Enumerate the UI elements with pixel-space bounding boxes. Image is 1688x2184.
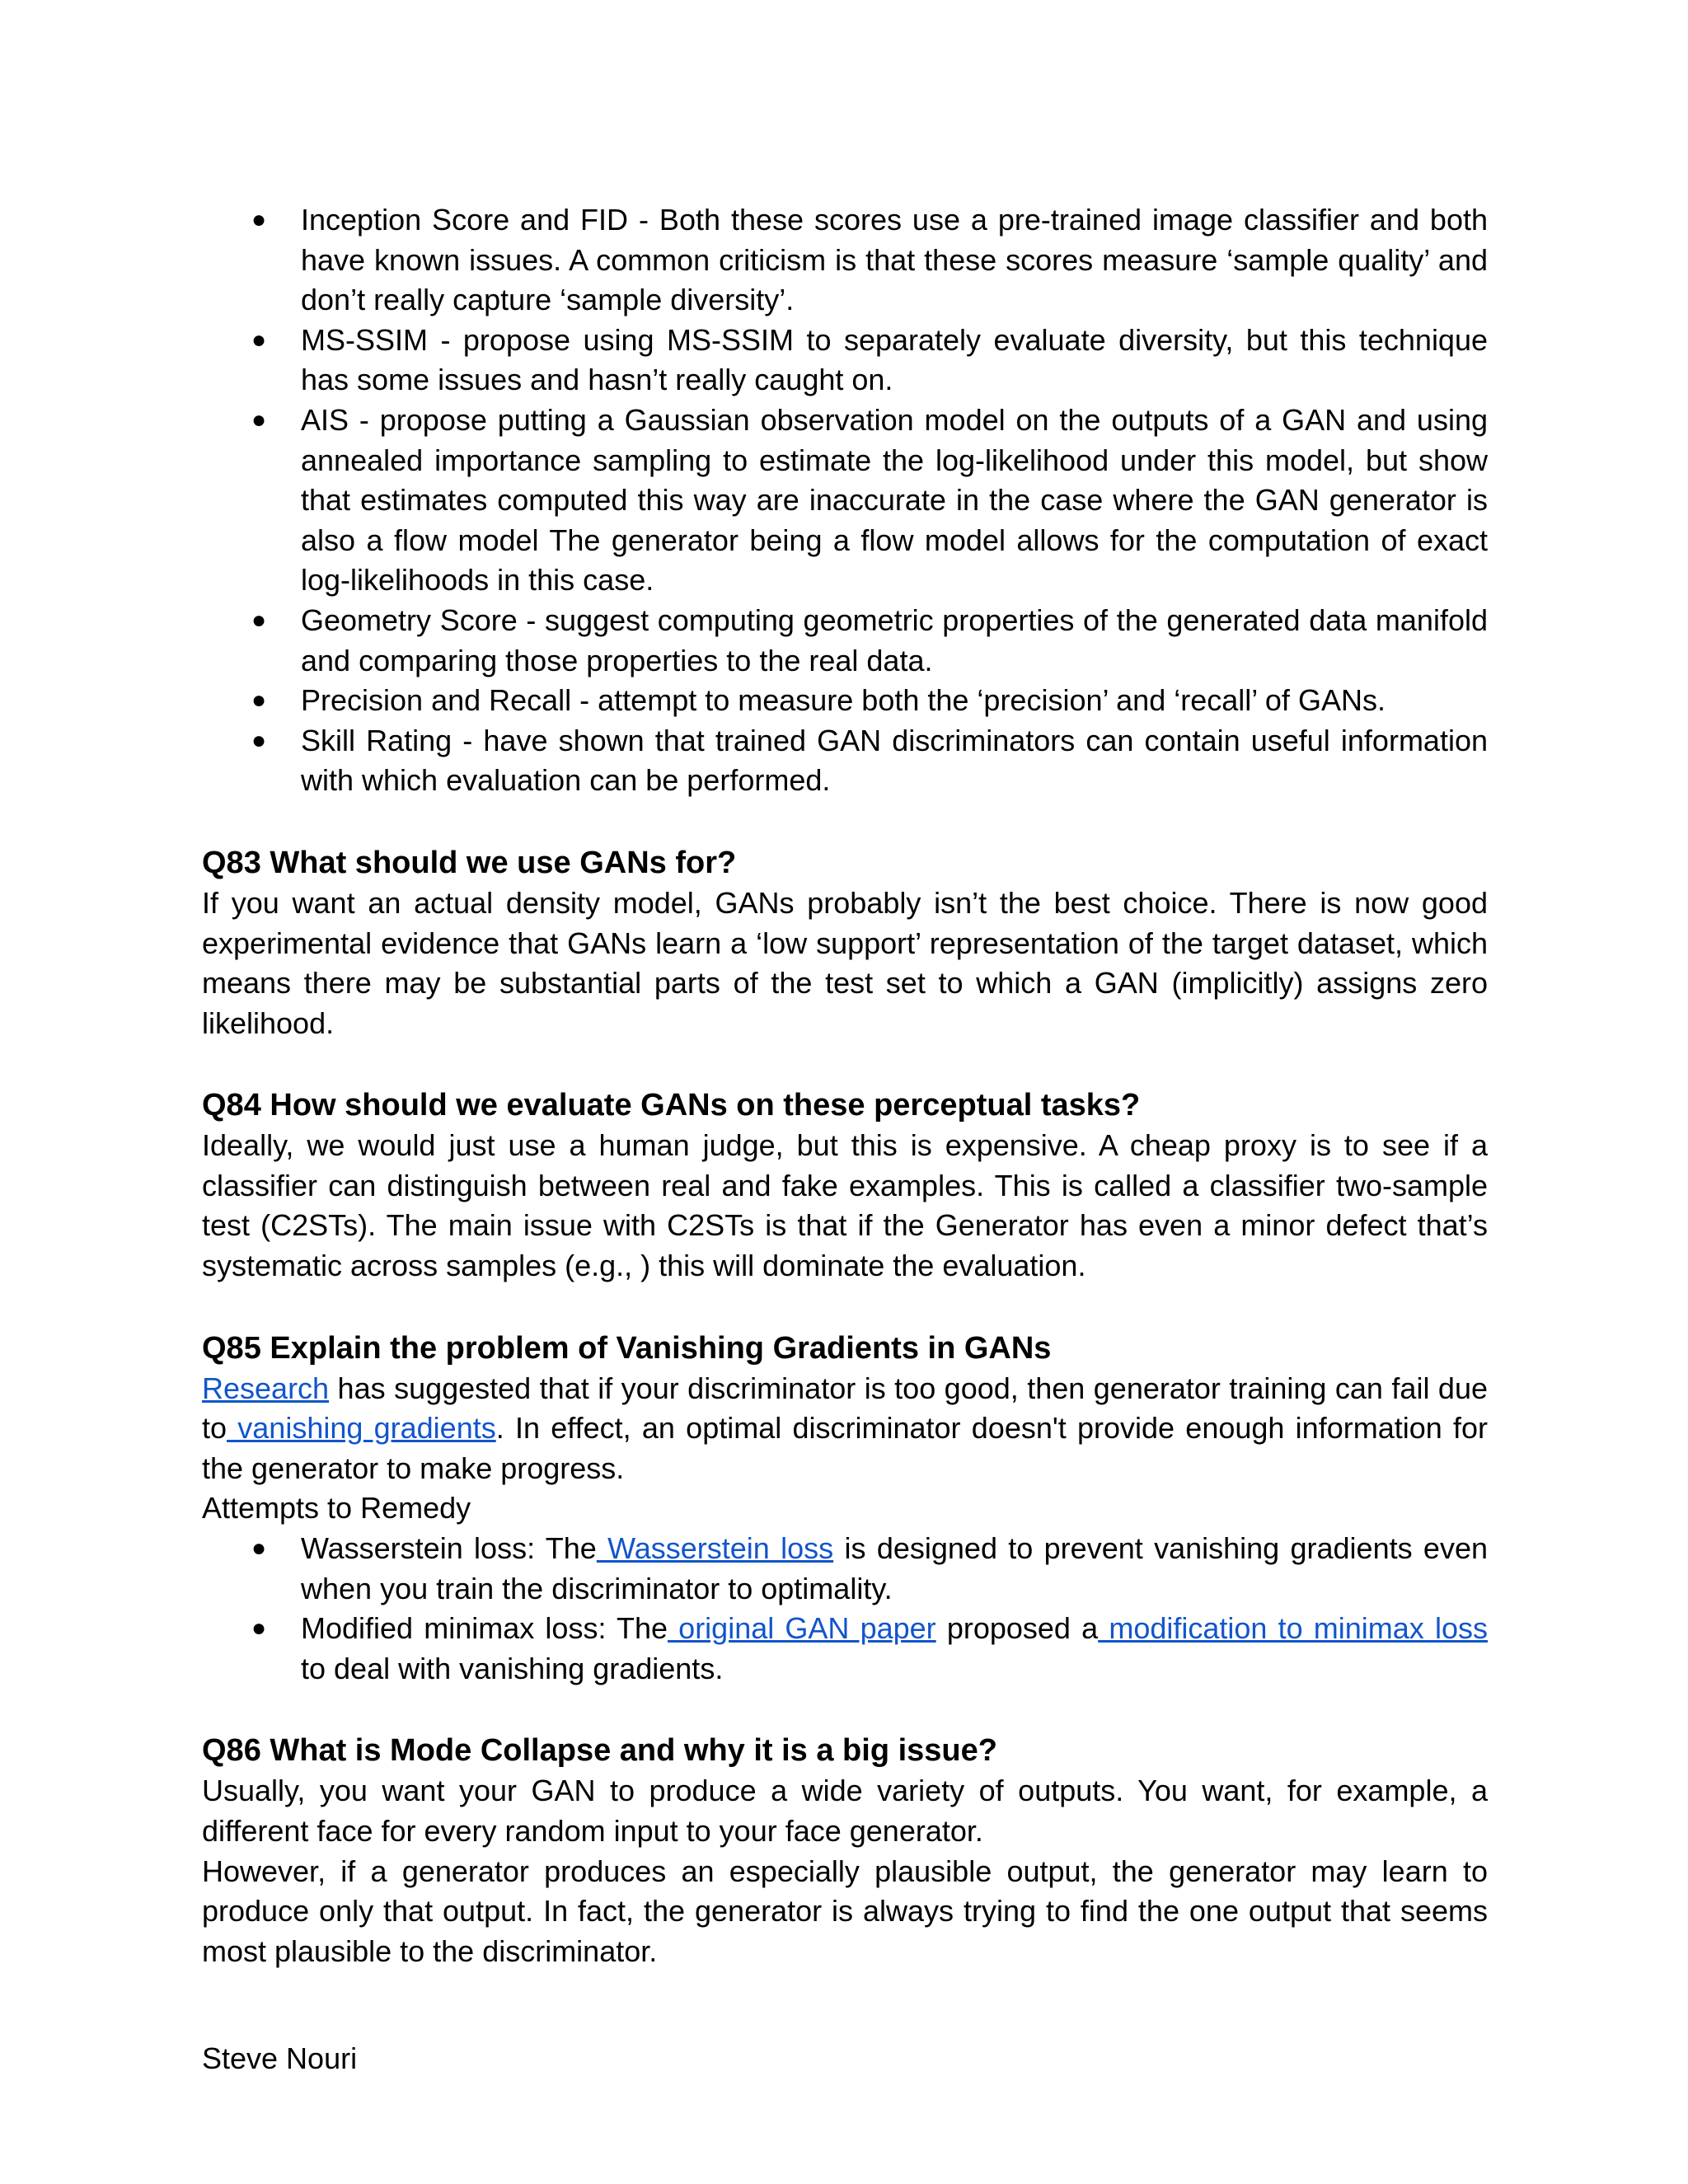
q86-paragraph-2: However, if a generator produces an especially plausible output, the generator may learn to produce only that output. In fact, the generator is always trying to find the one output that seems most plausible to the discriminator. (202, 1854, 1488, 1968)
list-item (202, 721, 1488, 801)
research-link[interactable]: Research (202, 1371, 330, 1405)
list-item (202, 1529, 1488, 1609)
list-item-text: Geometry Score - suggest computing geometric properties of the generated data manifold and comparing those properties to the real data. (301, 602, 1488, 677)
list-item (202, 401, 1488, 601)
document-page (202, 200, 1488, 1971)
bullet-icon: ● (251, 1535, 267, 1563)
q85-heading: Q85 Explain the problem of Vanishing Gradients in GANs (202, 1330, 1052, 1366)
list-item-text: Inception Score and FID - Both these scores use a pre-trained image classifier and both have known issues. A common criticism is that these scores measure ‘sample quality’ and don’t really capture ‘sample diversity’. (301, 203, 1488, 317)
list-item (202, 1609, 1488, 1689)
footer-author: Steve Nouri (202, 2041, 358, 2075)
original-gan-paper-link[interactable]: original GAN paper (668, 1611, 936, 1646)
vanishing-gradients-link[interactable]: vanishing gradients (227, 1411, 496, 1446)
q84-heading: Q84 How should we evaluate GANs on these perceptual tasks? (202, 1088, 1141, 1123)
bullet-icon: ● (251, 606, 267, 634)
bullet-icon: ● (251, 1615, 267, 1643)
list-item (202, 681, 1488, 721)
q83-heading: Q83 What should we use GANs for? (202, 845, 737, 880)
list-item-text: is designed to prevent vanishing gradients even when you train the discriminator to optimality. (301, 1531, 1488, 1605)
wasserstein-loss-link[interactable]: Wasserstein loss (596, 1531, 834, 1566)
list-item-text: MS-SSIM - propose using MS-SSIM to separately evaluate diversity, but this technique has some issues and hasn’t really caught on. (301, 322, 1488, 397)
q84-body: Ideally, we would just use a human judge, but this is expensive. A cheap proxy is to see if a classifier can distinguish between real and fake examples. This is called a classifier two-sample test (C2STs). The main issue with C2STs is that if the Generator has even a minor defect that’s systematic across samples (e.g., ) this will dominate the evaluation. (202, 1128, 1488, 1283)
bullet-icon: ● (251, 726, 267, 754)
bullet-icon: ● (251, 206, 267, 233)
q86-heading: Q86 What is Mode Collapse and why it is a big issue? (202, 1733, 997, 1769)
list-item-text: to deal with vanishing gradients. (301, 1651, 724, 1685)
list-item-text: Modified minimax loss: The (301, 1611, 668, 1646)
q86-paragraph-1: Usually, you want your GAN to produce a wide variety of outputs. You want, for example, a different face for every random input to your face generator. (202, 1774, 1488, 1848)
q83-body: If you want an actual density model, GANs probably isn’t the best choice. There is now good experimental evidence that GANs learn a ‘low support’ representation of the target dataset, which means there may be substantial parts of the test set to which a GAN (implicitly) assigns zero likelihood. (202, 885, 1488, 1040)
q85-text: . In effect, an optimal discriminator doesn't provide enough information for the generator to make progress. (202, 1411, 1489, 1485)
list-item-text: proposed a (935, 1611, 1099, 1646)
minimax-modification-link[interactable]: modification to minimax loss (1098, 1611, 1488, 1646)
list-item (202, 601, 1488, 681)
remedy-list (202, 1529, 1488, 1689)
bullet-icon: ● (251, 405, 267, 434)
list-item (202, 321, 1488, 401)
q85-paragraph (202, 1369, 1488, 1489)
q85-text: has suggested that if your discriminator is too good, then generator training can fail due to (202, 1371, 1488, 1446)
bullet-icon: ● (251, 687, 267, 715)
list-item-text: Precision and Recall - attempt to measure both the ‘precision’ and ‘recall’ of GANs. (301, 683, 1386, 718)
remedy-label: Attempts to Remedy (202, 1491, 471, 1526)
evaluation-metrics-list (202, 200, 1488, 801)
list-item-text: Wasserstein loss: The (301, 1531, 597, 1566)
list-item-text: AIS - propose putting a Gaussian observation model on the outputs of a GAN and using annealed importance sampling to estimate the log-likelihood under this model, but show that estimates computed this way are inaccurate in the case where the GAN generator is also a flow model The generator being a flow model allows for the computation of exact log-likelihoods in this case. (301, 402, 1488, 598)
list-item (202, 200, 1488, 321)
list-item-text: Skill Rating - have shown that trained GAN discriminators can contain useful information with which evaluation can be performed. (301, 723, 1488, 798)
bullet-icon: ● (251, 326, 267, 354)
